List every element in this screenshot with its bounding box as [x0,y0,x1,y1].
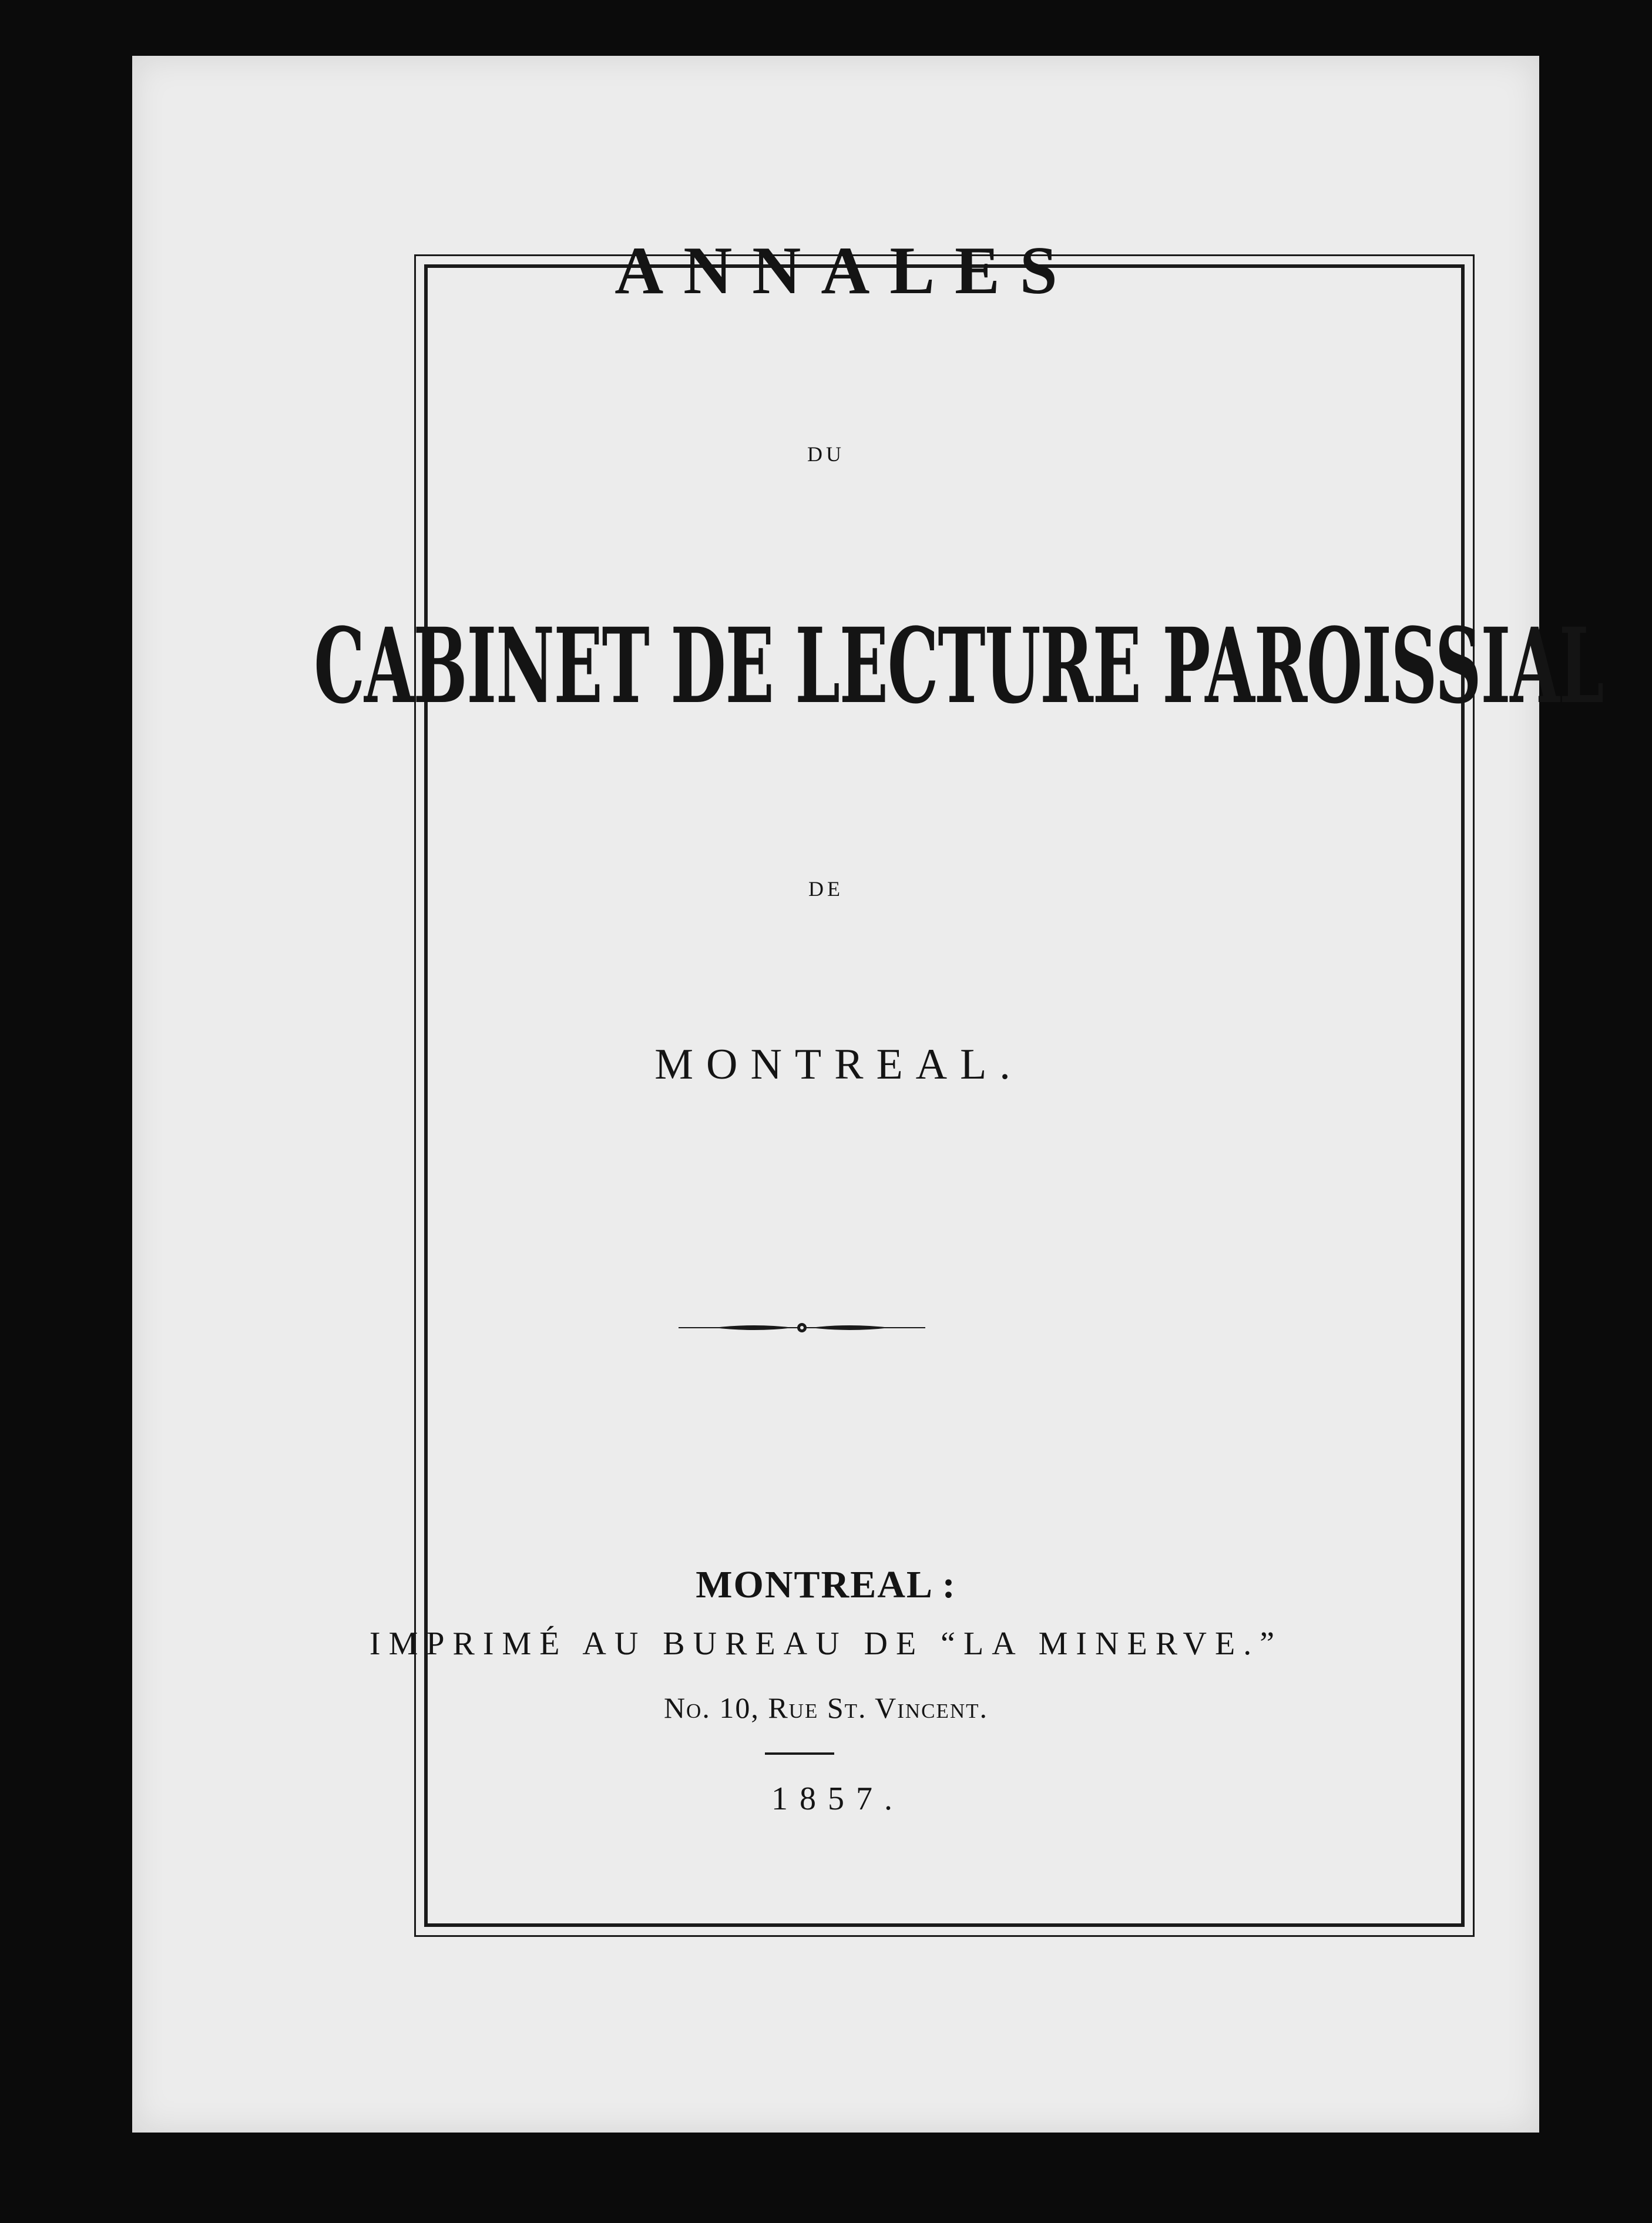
main-title: CABINET DE LECTURE PAROISSIAL [314,605,1604,727]
imprint-city: MONTREAL : [696,1563,956,1606]
title-du: DU [807,442,845,466]
ornament-divider [679,1321,925,1335]
imprint-printer: IMPRIMÉ AU BUREAU DE “LA MINERVE.” [369,1626,1283,1662]
title-de: DE [808,877,844,901]
document-page [132,56,1604,2133]
title-annales: ANNALES [615,233,1077,308]
imprint-address: No. 10, Rue St. Vincent. [663,1691,989,1724]
short-rule [765,1752,834,1755]
page-border-frame [414,254,1475,1937]
title-city: MONTREAL. [654,1040,1023,1089]
imprint-year: 1857. [771,1781,904,1817]
